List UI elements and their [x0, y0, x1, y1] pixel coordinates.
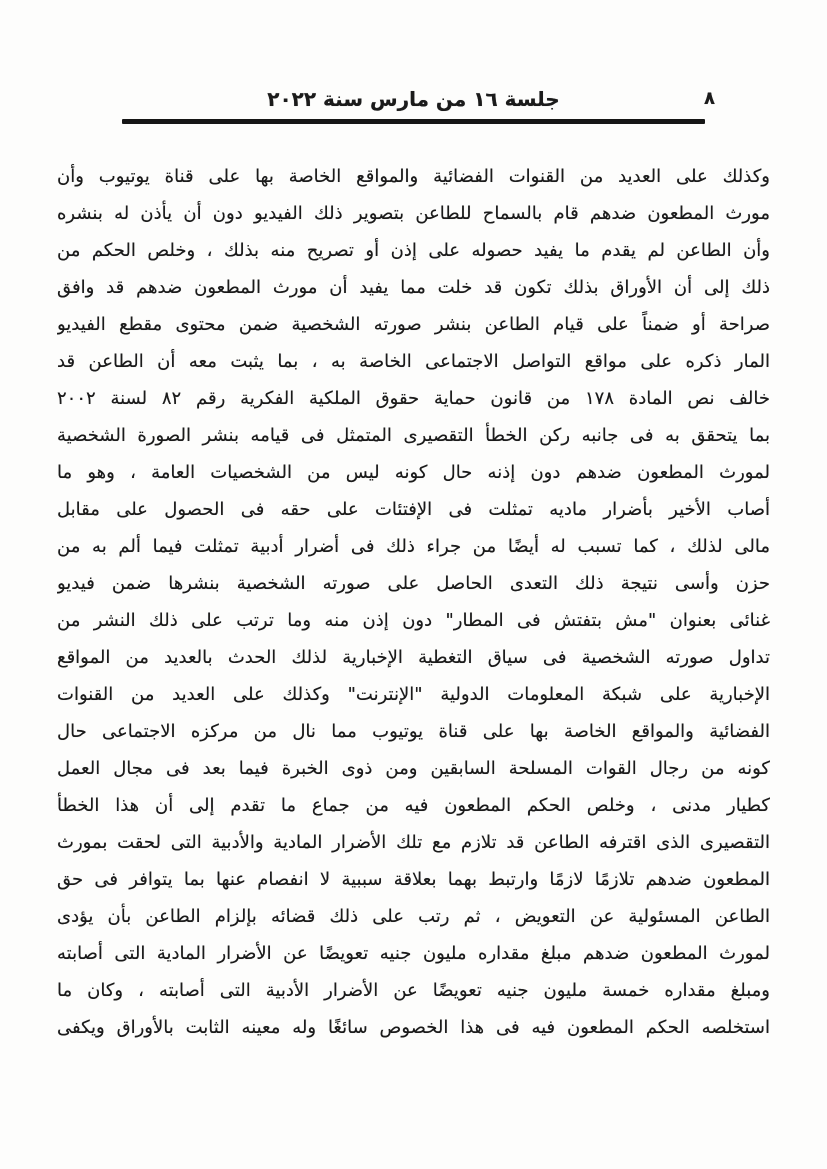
text-line: خالف نص المادة ١٧٨ من قانون حماية حقوق الملكية الفكرية رقم ٨٢ لسنة ٢٠٠٢: [57, 388, 770, 409]
text-line: المار ذكره على مواقع التواصل الاجتماعى الخاصة به ، بما يثبت معه أن الطاعن قد: [57, 351, 770, 372]
page-header: [0, 0, 827, 130]
text-line: غنائى بعنوان "مش بتفتش فى المطار" دون إذن منه وما ترتب على ذلك النشر من: [57, 610, 770, 631]
text-line: الطاعن المسئولية عن التعويض ، ثم رتب على ذلك قضائه بإلزام الطاعن بأن يؤدى: [57, 906, 770, 927]
text-line: كونه من رجال القوات المسلحة السابقين ومن ذوى الخبرة فيما بعد فى مجال العمل: [57, 758, 770, 779]
text-line: استخلصه الحكم المطعون فيه فى هذا الخصوص سائغًا وله معينه الثابت بالأوراق ويكفى: [57, 1017, 770, 1038]
text-line: حزن وأسى نتيجة ذلك التعدى الحاصل على صورته الشخصية بنشرها ضمن فيديو: [57, 573, 770, 594]
text-line: ذلك إلى أن الأوراق بذلك تكون قد خلت مما يفيد أن مورث المطعون ضدهم قد وافق: [57, 277, 770, 298]
text-line: مالى لذلك ، كما تسبب له أيضًا من جراء ذلك فى أضرار أدبية تمثلت فيما ألم به من: [57, 536, 770, 557]
text-line: التقصيرى الذى اقترفه الطاعن قد تلازم مع تلك الأضرار المادية والأدبية التى لحقت بمورث: [57, 832, 770, 853]
page-number: ٨: [704, 88, 715, 109]
text-line: بما يتحقق به فى جانبه ركن الخطأ التقصيرى المتمثل فى قيامه بنشر الصورة الشخصية: [57, 425, 770, 446]
text-line: الفضائية والمواقع الخاصة بها على قناة يوتيوب مما نال من مركزه الاجتماعى حال: [57, 721, 770, 742]
text-line: أصاب الأخير بأضرار ماديه تمثلت فى الإفتئات على حقه فى الحصول على مقابل: [57, 499, 770, 520]
text-line: المطعون ضدهم تلازمًا لازمًا وارتبط بهما بعلاقة سببية لا انفصام عنها بما يتوافر فى حق: [57, 869, 770, 890]
text-line: لمورث المطعون ضدهم مبلغ مقداره مليون جنيه تعويضًا عن الأضرار المادية التى أصابته: [57, 943, 770, 964]
judgment-body: [57, 158, 770, 1046]
text-line: كطيار مدنى ، وخلص الحكم المطعون فيه من جماع ما تقدم إلى أن هذا الخطأ: [57, 795, 770, 816]
text-line: صراحة أو ضمناً على قيام الطاعن بنشر صورته الشخصية ضمن محتوى مقطع الفيديو: [57, 314, 770, 335]
text-line: وأن الطاعن لم يقدم ما يفيد حصوله على إذن أو تصريح منه بذلك ، وخلص الحكم من: [57, 240, 770, 261]
text-line: وكذلك على العديد من القنوات الفضائية والمواقع الخاصة بها على قناة يوتيوب وأن: [57, 166, 770, 187]
text-line: لمورث المطعون ضدهم دون إذنه حال كونه ليس من الشخصيات العامة ، وهو ما: [57, 462, 770, 483]
text-line: مورث المطعون ضدهم قام بالسماح للطاعن بتصوير ذلك الفيديو دون أن يأذن له بنشره: [57, 203, 770, 224]
text-line: تداول صورته الشخصية فى سياق التغطية الإخبارية لذلك الحدث بالعديد من المواقع: [57, 647, 770, 668]
session-title: جلسة ١٦ من مارس سنة ٢٠٢٢: [267, 87, 560, 111]
header-rule: [122, 119, 705, 124]
text-line: الإخبارية على شبكة المعلومات الدولية "الإنترنت" وكذلك على العديد من القنوات: [57, 684, 770, 705]
text-line: ومبلغ مقداره خمسة مليون جنيه تعويضًا عن الأضرار الأدبية التى أصابته ، وكان ما: [57, 980, 770, 1001]
